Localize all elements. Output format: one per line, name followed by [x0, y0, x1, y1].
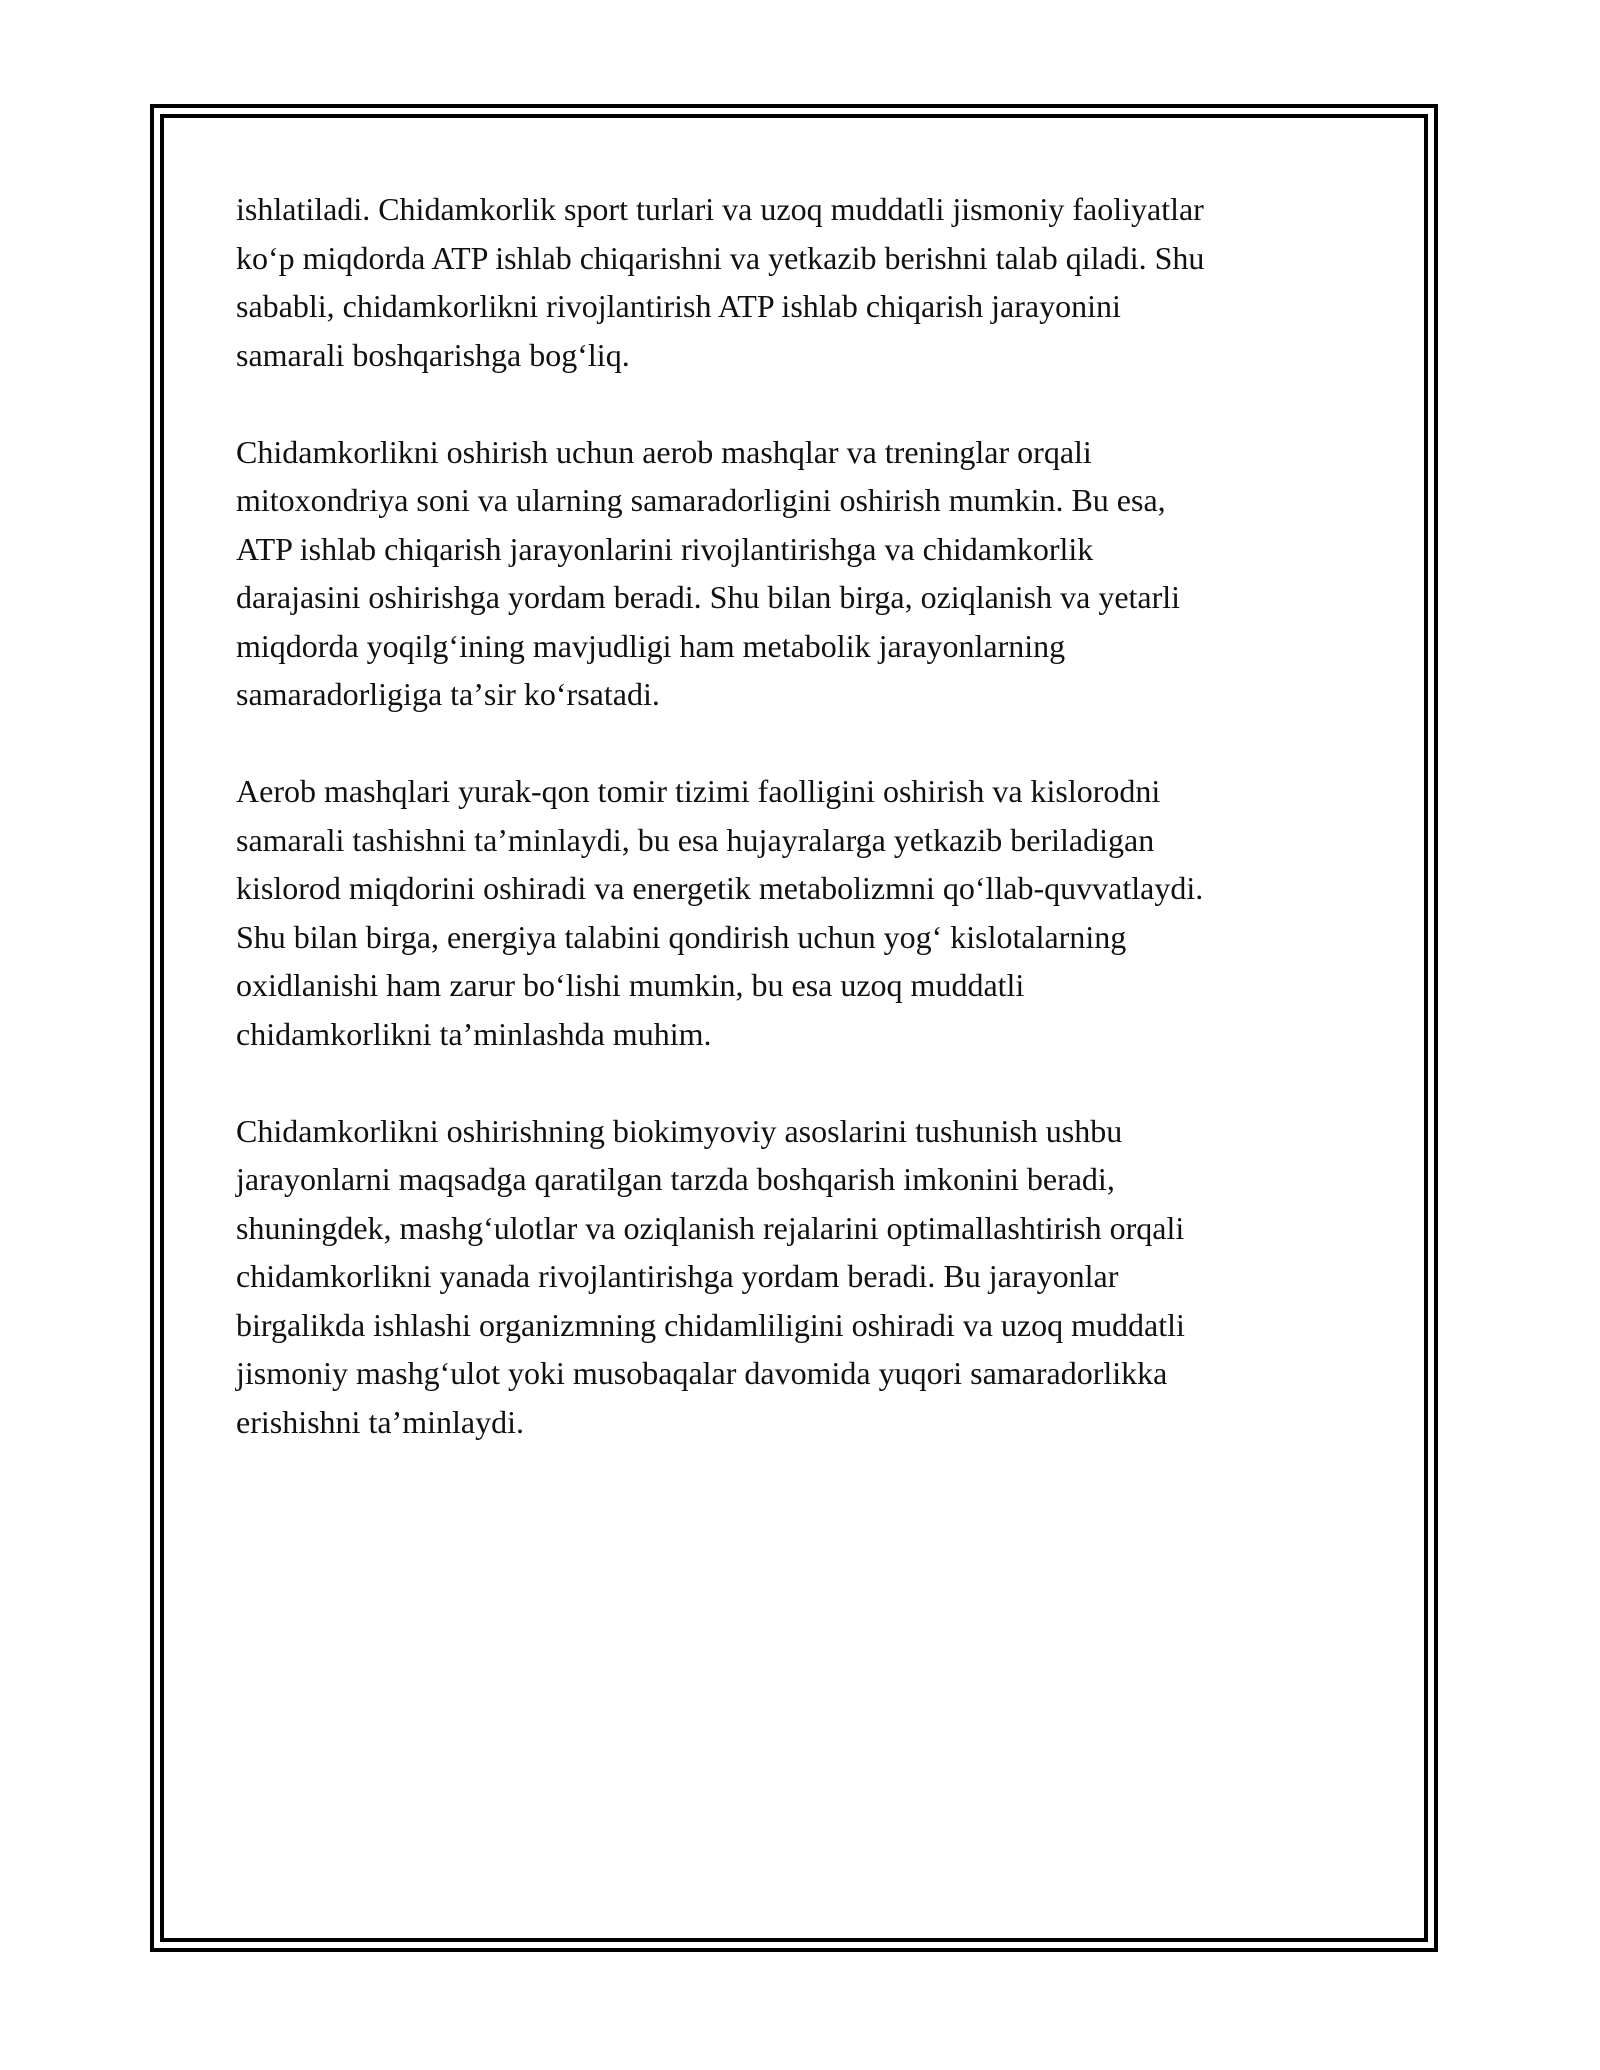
- text-line: erishishni taʼminlaydi.: [236, 1403, 524, 1440]
- text-line: samaradorligiga taʼsir koʻrsatadi.: [236, 676, 660, 712]
- text-line: Aerob mashqlari yurak-qon tomir tizimi faolligini oshirish va kislorodni: [236, 773, 1161, 809]
- paragraph-3: [236, 767, 1366, 1058]
- text-line: ATP ishlab chiqarish jarayonlarini rivojlantirishga va chidamkorlik: [236, 530, 1094, 567]
- text-line: Chidamkorlikni oshirish uchun aerob mashqlar va treninglar orqali: [236, 433, 1092, 470]
- text-line: chidamkorlikni yanada rivojlantirishga yordam beradi. Bu jarayonlar: [236, 1258, 1119, 1294]
- text-line: kislorod miqdorini oshiradi va energetik metabolizmni qoʻllab-quvvatlaydi.: [236, 870, 1204, 906]
- text-line: koʻp miqdorda ATP ishlab chiqarishni va yetkazib berishni talab qiladi. Shu: [236, 239, 1205, 276]
- text-line: mitoxondriya soni va ularning samaradorligini oshirish mumkin. Bu esa,: [236, 482, 1166, 518]
- text-line: ishlatiladi. Chidamkorlik sport turlari va uzoq muddatli jismoniy faoliyatlar: [236, 191, 1204, 227]
- text-line: Shu bilan birga, energiya talabini qondirish uchun yogʻ kislotalarning: [236, 918, 1127, 955]
- paragraph-1: [236, 185, 1366, 379]
- paragraph-2: [236, 428, 1366, 719]
- text-line: jismoniy mashgʻulot yoki musobaqalar davomida yuqori samaradorlikka: [236, 1355, 1168, 1391]
- text-line: chidamkorlikni taʼminlashda muhim.: [236, 1015, 712, 1052]
- text-line: sababli, chidamkorlikni rivojlantirish ATP ishlab chiqarish jarayonini: [236, 288, 1121, 324]
- text-line: miqdorda yoqilgʻining mavjudligi ham metabolik jarayonlarning: [236, 627, 1066, 664]
- text-line: birgalikda ishlashi organizmning chidamliligini oshiradi va uzoq muddatli: [236, 1306, 1185, 1343]
- text-line: jarayonlarni maqsadga qaratilgan tarzda boshqarish imkonini beradi,: [236, 1161, 1115, 1197]
- document-body: [236, 185, 1366, 1495]
- paragraph-4: [236, 1107, 1366, 1447]
- text-line: samarali tashishni taʼminlaydi, bu esa hujayralarga yetkazib beriladigan: [236, 821, 1155, 858]
- text-line: samarali boshqarishga bogʻliq.: [236, 336, 630, 373]
- text-line: Chidamkorlikni oshirishning biokimyoviy asoslarini tushunish ushbu: [236, 1112, 1123, 1149]
- text-line: darajasini oshirishga yordam beradi. Shu bilan birga, oziqlanish va yetarli: [236, 579, 1181, 615]
- text-line: shuningdek, mashgʻulotlar va oziqlanish rejalarini optimallashtirish orqali: [236, 1209, 1185, 1246]
- text-line: oxidlanishi ham zarur boʻlishi mumkin, bu esa uzoq muddatli: [236, 967, 1025, 1003]
